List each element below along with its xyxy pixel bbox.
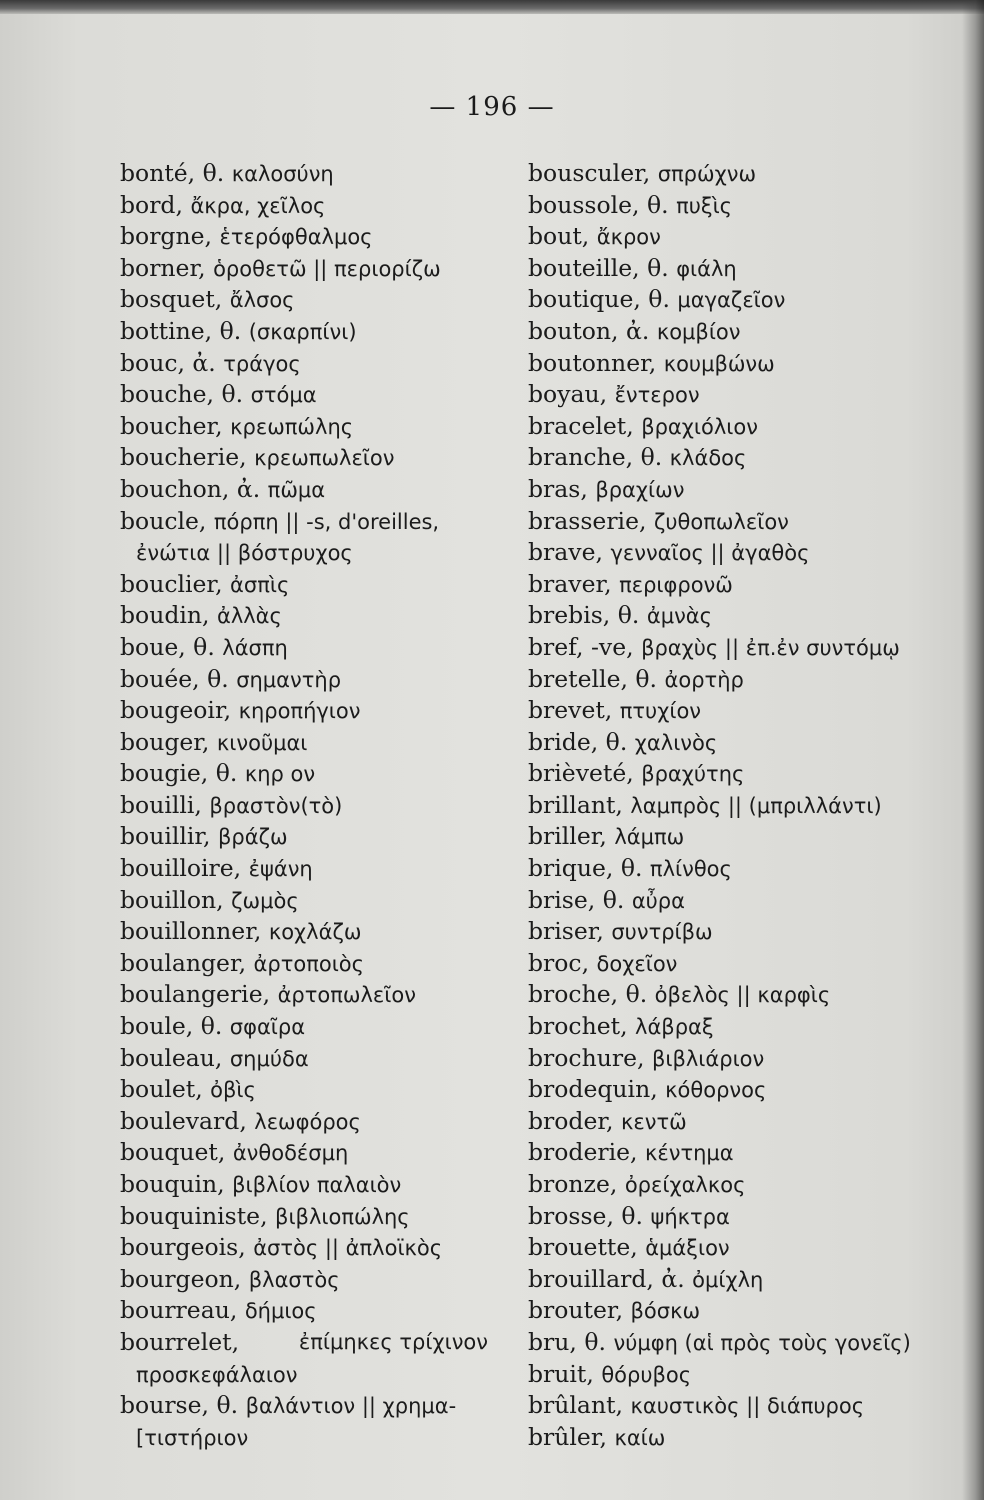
entry-headword: brillant,	[528, 790, 623, 819]
dictionary-entry	[528, 1137, 923, 1169]
entry-headword: bougie, θ.	[120, 759, 238, 788]
entry-translation: ἄκρον	[596, 225, 661, 250]
entry-headword: briller,	[528, 822, 607, 851]
dictionary-entry	[120, 979, 510, 1011]
dictionary-entry	[528, 537, 923, 569]
entry-translation: κουμβώνω	[663, 351, 775, 376]
dictionary-entry	[120, 600, 510, 632]
entry-headword: bouger,	[120, 727, 210, 756]
entry-headword: boutique, θ.	[528, 285, 670, 314]
entry-headword: bronze,	[528, 1170, 618, 1198]
entry-translation: ὀμίχλη	[692, 1267, 764, 1292]
dictionary-entry	[120, 1137, 510, 1169]
entry-headword: bouquin,	[120, 1170, 225, 1198]
dictionary-entry	[528, 916, 923, 948]
dictionary-entry	[120, 158, 510, 190]
dictionary-entry	[528, 790, 923, 822]
entry-translation: βραχίων	[595, 477, 685, 502]
entry-headword: boulanger,	[120, 948, 247, 977]
dictionary-entry	[120, 284, 510, 316]
dictionary-entry	[120, 1232, 510, 1264]
entry-headword: broder,	[528, 1106, 614, 1135]
entry-headword: bouclier,	[120, 569, 223, 598]
entry-translation: πτυχίον	[619, 699, 702, 724]
entry-headword: branche, θ.	[528, 443, 663, 472]
entry-headword: bouilli,	[120, 790, 202, 819]
dictionary-entry	[120, 537, 510, 569]
entry-headword: bouleau,	[120, 1043, 223, 1072]
dictionary-entry	[528, 411, 923, 443]
entry-translation: σημαντὴρ	[236, 667, 342, 692]
entry-translation: ἔντερον	[614, 383, 700, 408]
dictionary-entry	[120, 474, 510, 506]
dictionary-entry	[528, 1232, 923, 1264]
entry-translation: δοχεῖον	[596, 951, 678, 976]
dictionary-entry	[120, 727, 510, 759]
dictionary-entry	[528, 600, 923, 632]
entry-headword: bras,	[528, 474, 588, 503]
entry-headword: brevet,	[528, 696, 613, 725]
entry-translation: θόρυβος	[601, 1362, 692, 1387]
entry-translation: ἀορτὴρ	[664, 667, 744, 692]
dictionary-entry	[120, 1201, 510, 1233]
entry-translation: σημύδα	[229, 1046, 309, 1071]
dictionary-entry	[120, 190, 510, 222]
entry-headword: briser,	[528, 917, 604, 946]
entry-headword: brièveté,	[528, 759, 634, 788]
entry-translation: [τιστήριον	[136, 1425, 249, 1450]
entry-translation: ἄκρα, χεῖλος	[190, 193, 326, 218]
entry-translation: βραχύτης	[641, 762, 745, 787]
dictionary-entry	[528, 1201, 923, 1233]
dictionary-entry	[120, 916, 510, 948]
entry-headword: bride, θ.	[528, 727, 628, 756]
dictionary-entry	[120, 253, 510, 285]
entry-headword: boutonner,	[528, 348, 657, 377]
dictionary-entry	[528, 632, 923, 664]
entry-headword: boulet,	[120, 1075, 203, 1104]
entry-translation: περιφρονῶ	[619, 572, 733, 597]
entry-translation: ἀσπὶς	[230, 572, 290, 597]
entry-translation: πυξὶς	[676, 193, 732, 218]
entry-headword: bracelet,	[528, 411, 634, 440]
entry-headword: brebis, θ.	[528, 601, 640, 630]
entry-translation: ὀβελὸς || καρφὶς	[654, 983, 831, 1008]
entry-headword: bouteille, θ.	[528, 253, 669, 282]
entry-headword: boulevard,	[120, 1106, 247, 1135]
dictionary-entry	[528, 664, 923, 696]
entry-headword: brodequin,	[528, 1075, 658, 1104]
dictionary-entry	[528, 1390, 923, 1422]
entry-translation: βράζω	[218, 825, 288, 850]
dictionary-entry	[528, 695, 923, 727]
entry-headword: bouée, θ.	[120, 664, 229, 693]
dictionary-entry	[528, 1043, 923, 1075]
entry-headword: boulangerie,	[120, 980, 271, 1009]
entry-translation: κέντημα	[645, 1141, 734, 1166]
entry-headword: boue, θ.	[120, 632, 215, 661]
dictionary-entry	[528, 1327, 923, 1359]
entry-headword: bouilloire,	[120, 854, 242, 883]
entry-translation: ἀρτοποιὸς	[253, 951, 364, 976]
entry-headword: bourse, θ.	[120, 1391, 239, 1420]
entry-headword: bref, -ve,	[528, 632, 634, 661]
entry-headword: broderie,	[528, 1138, 638, 1167]
entry-translation: ἀρτοπωλεῖον	[277, 983, 416, 1008]
entry-translation: κηρ ον	[244, 762, 316, 787]
entry-translation: κηροπήγιον	[238, 699, 361, 724]
entry-headword: broche, θ.	[528, 980, 648, 1009]
entry-headword: bourrelet,	[120, 1327, 240, 1356]
entry-translation: προσκεφάλαιον	[136, 1362, 298, 1387]
dictionary-entry	[120, 1011, 510, 1043]
entry-headword: bouton, ἀ.	[528, 316, 650, 345]
entry-translation: πῶμα	[267, 477, 326, 502]
dictionary-entry	[120, 569, 510, 601]
entry-headword: brosse, θ.	[528, 1201, 644, 1230]
entry-headword: boucherie,	[120, 443, 247, 472]
entry-translation: πόρπη || -s, d'oreilles,	[213, 509, 440, 534]
dictionary-entry	[120, 853, 510, 885]
entry-translation: κλάδος	[669, 446, 747, 471]
entry-translation: συντρίβω	[611, 920, 713, 945]
entry-headword: brochure,	[528, 1043, 645, 1072]
entry-translation: (σκαρπίνι)	[248, 319, 357, 344]
entry-translation: ἀλλὰς	[216, 604, 282, 629]
dictionary-entry	[528, 158, 923, 190]
dictionary-entry	[120, 885, 510, 917]
left-column	[120, 158, 510, 1453]
entry-headword: bouillir,	[120, 822, 211, 851]
entry-translation: βιβλιοπώλης	[275, 1204, 410, 1229]
entry-translation: κρεωπώλης	[230, 414, 354, 439]
entry-translation: βόσκω	[630, 1299, 701, 1324]
dictionary-entry	[528, 284, 923, 316]
page-edge-shadow	[962, 0, 984, 1500]
dictionary-entry	[528, 442, 923, 474]
dictionary-entry	[120, 1327, 510, 1359]
entry-translation: καίω	[614, 1425, 666, 1450]
entry-translation: ἀμνὰς	[646, 604, 712, 629]
dictionary-entry	[528, 853, 923, 885]
entry-headword: bouillonner,	[120, 917, 262, 946]
entry-headword: bru, θ.	[528, 1327, 606, 1356]
dictionary-entry	[120, 695, 510, 727]
page-number: — 196 —	[429, 92, 555, 122]
entry-translation: σφαῖρα	[229, 1015, 306, 1040]
page-top-shadow	[0, 0, 984, 14]
dictionary-entry	[528, 885, 923, 917]
dictionary-entry	[120, 411, 510, 443]
entry-headword: bouche, θ.	[120, 380, 244, 409]
dictionary-entry	[120, 632, 510, 664]
dictionary-entry	[528, 1011, 923, 1043]
dictionary-entry	[528, 1359, 923, 1391]
entry-headword: boussole, θ.	[528, 190, 669, 219]
dictionary-entry	[528, 1169, 923, 1201]
dictionary-entry	[528, 979, 923, 1011]
dictionary-entry	[528, 1264, 923, 1296]
entry-headword: borner,	[120, 253, 206, 282]
entry-translation: ἐπίμηκες τρίχινον	[298, 1329, 488, 1354]
entry-translation: ὁροθετῶ || περιορίζω	[213, 256, 441, 281]
dictionary-entry	[528, 190, 923, 222]
dictionary-entry	[528, 474, 923, 506]
entry-translation: πλίνθος	[649, 857, 732, 882]
entry-translation: ἐνώτια || βόστρυχος	[136, 541, 353, 566]
entry-headword: bouillon,	[120, 885, 224, 914]
entry-headword: boucher,	[120, 411, 223, 440]
entry-translation: βραχὺς || ἐπ.ἐν συντόμῳ	[641, 635, 900, 660]
dictionary-entry	[528, 821, 923, 853]
entry-translation: αὖρα	[631, 888, 685, 913]
dictionary-entry	[120, 506, 510, 538]
entry-headword: bouquet,	[120, 1138, 226, 1167]
entry-headword: brûlant,	[528, 1391, 623, 1420]
entry-headword: bouc, ἀ.	[120, 348, 216, 377]
dictionary-entry	[120, 948, 510, 980]
entry-translation: ψήκτρα	[650, 1204, 730, 1229]
entry-translation: κινοῦμαι	[216, 730, 308, 755]
dictionary-entry	[528, 758, 923, 790]
entry-headword: brûler,	[528, 1422, 607, 1451]
dictionary-entry	[528, 1422, 923, 1454]
entry-translation: βιβλίον παλαιὸν	[232, 1173, 402, 1197]
entry-translation: ἄλσος	[229, 288, 295, 313]
entry-translation: τράγος	[223, 351, 301, 376]
dictionary-entry	[528, 948, 923, 980]
entry-headword: bougeoir,	[120, 696, 232, 725]
dictionary-entry	[528, 253, 923, 285]
dictionary-entry	[120, 1169, 510, 1201]
entry-translation: λαμπρὸς || (μπριλλάντι)	[630, 793, 882, 818]
dictionary-entry	[528, 1106, 923, 1138]
entry-translation: μαγαζεῖον	[677, 288, 786, 313]
entry-translation: βραχιόλιον	[641, 414, 758, 439]
dictionary-entry	[120, 348, 510, 380]
dictionary-entry	[120, 442, 510, 474]
entry-translation: λάμπω	[614, 825, 685, 850]
entry-headword: brouette,	[528, 1233, 638, 1262]
entry-translation: κομβίον	[656, 319, 741, 344]
entry-headword: bord,	[120, 190, 183, 219]
entry-translation: στόμα	[250, 383, 317, 408]
entry-headword: bourgeois,	[120, 1233, 246, 1262]
entry-translation: βραστὸν(τὸ)	[209, 793, 343, 818]
dictionary-entry	[120, 1390, 510, 1422]
entry-headword: brasserie,	[528, 506, 647, 535]
entry-translation: ἀστὸς || ἀπλοϊκὸς	[253, 1236, 443, 1261]
dictionary-entry	[120, 1422, 510, 1454]
entry-translation: ἑτερόφθαλμος	[219, 225, 373, 250]
entry-translation: βιβλιάριον	[651, 1046, 765, 1071]
entry-headword: brique, θ.	[528, 854, 643, 883]
entry-translation: κοχλάζω	[268, 920, 362, 945]
entry-translation: κρεωπωλεῖον	[254, 446, 395, 471]
entry-headword: boyau,	[528, 380, 608, 409]
entry-headword: bout,	[528, 222, 590, 251]
entry-headword: bousculer,	[528, 159, 651, 187]
dictionary-entry	[120, 221, 510, 253]
entry-headword: braver,	[528, 569, 612, 598]
entry-translation: λεωφόρος	[254, 1109, 361, 1134]
dictionary-entry	[528, 221, 923, 253]
entry-translation: καλοσύνη	[231, 162, 334, 186]
entry-headword: bottine, θ.	[120, 316, 242, 345]
entry-headword: broc,	[528, 948, 590, 977]
entry-translation: ζυθοπωλεῖον	[653, 509, 789, 534]
entry-headword: boudin,	[120, 601, 210, 630]
entry-headword: bruit,	[528, 1359, 594, 1388]
dictionary-entry	[528, 506, 923, 538]
dictionary-entry	[528, 1074, 923, 1106]
dictionary-entry	[120, 379, 510, 411]
dictionary-entry	[120, 1264, 510, 1296]
entry-headword: brave,	[528, 538, 603, 567]
entry-translation: καυστικὸς || διάπυρος	[630, 1394, 865, 1419]
entry-translation: δήμιος	[244, 1299, 317, 1324]
entry-headword: boule, θ.	[120, 1012, 223, 1041]
entry-translation: σπρώχνω	[657, 162, 757, 186]
entry-translation: βλαστὸς	[248, 1267, 340, 1292]
entry-translation: ὀρείχαλκος	[624, 1173, 746, 1197]
dictionary-entry	[120, 1359, 510, 1391]
entry-translation: ἐψάνη	[248, 857, 313, 882]
entry-translation: φιάλη	[676, 256, 737, 281]
dictionary-entry	[120, 1106, 510, 1138]
entry-translation: γενναῖος || ἀγαθὸς	[610, 541, 810, 566]
dictionary-entry	[528, 348, 923, 380]
dictionary-entry	[528, 1295, 923, 1327]
entry-translation: ὀβὶς	[210, 1078, 256, 1103]
entry-headword: borgne,	[120, 222, 212, 251]
dictionary-entry	[120, 1043, 510, 1075]
entry-headword: brouter,	[528, 1296, 624, 1325]
entry-translation: λάσπη	[222, 635, 288, 660]
dictionary-entry	[120, 316, 510, 348]
dictionary-entry	[120, 1295, 510, 1327]
dictionary-entry	[120, 790, 510, 822]
entry-translation: κόθορνος	[665, 1078, 767, 1103]
entry-headword: bourgeon,	[120, 1264, 242, 1293]
entry-headword: brouillard, ἀ.	[528, 1264, 685, 1293]
entry-translation: ἁμάξιον	[645, 1236, 730, 1261]
entry-headword: bouquiniste,	[120, 1201, 268, 1230]
entry-headword: brise, θ.	[528, 885, 625, 914]
entry-translation: κεντῶ	[620, 1109, 687, 1134]
entry-translation: νύμφη (αἱ πρὸς τοὺς γονεῖς)	[613, 1330, 911, 1355]
entry-translation: βαλάντιον || χρημα-	[245, 1394, 457, 1419]
entry-translation: ζωμὸς	[231, 888, 299, 913]
entry-headword: boucle,	[120, 506, 207, 535]
entry-translation: χαλινὸς	[634, 730, 718, 755]
dictionary-entry	[120, 664, 510, 696]
dictionary-entry	[528, 379, 923, 411]
entry-headword: bonté, θ.	[120, 159, 225, 187]
dictionary-entry	[528, 569, 923, 601]
entry-headword: bretelle, θ.	[528, 664, 658, 693]
entry-headword: bosquet,	[120, 285, 223, 314]
dictionary-entry	[528, 316, 923, 348]
entry-headword: bourreau,	[120, 1296, 238, 1325]
entry-headword: brochet,	[528, 1012, 628, 1041]
right-column	[528, 158, 923, 1453]
dictionary-entry	[120, 821, 510, 853]
dictionary-entry	[528, 727, 923, 759]
dictionary-entry	[120, 1074, 510, 1106]
entry-translation: ἀνθοδέσμη	[232, 1141, 349, 1166]
entry-translation: λάβραξ	[635, 1015, 714, 1040]
entry-headword: bouchon, ἀ.	[120, 474, 261, 503]
dictionary-entry	[120, 758, 510, 790]
